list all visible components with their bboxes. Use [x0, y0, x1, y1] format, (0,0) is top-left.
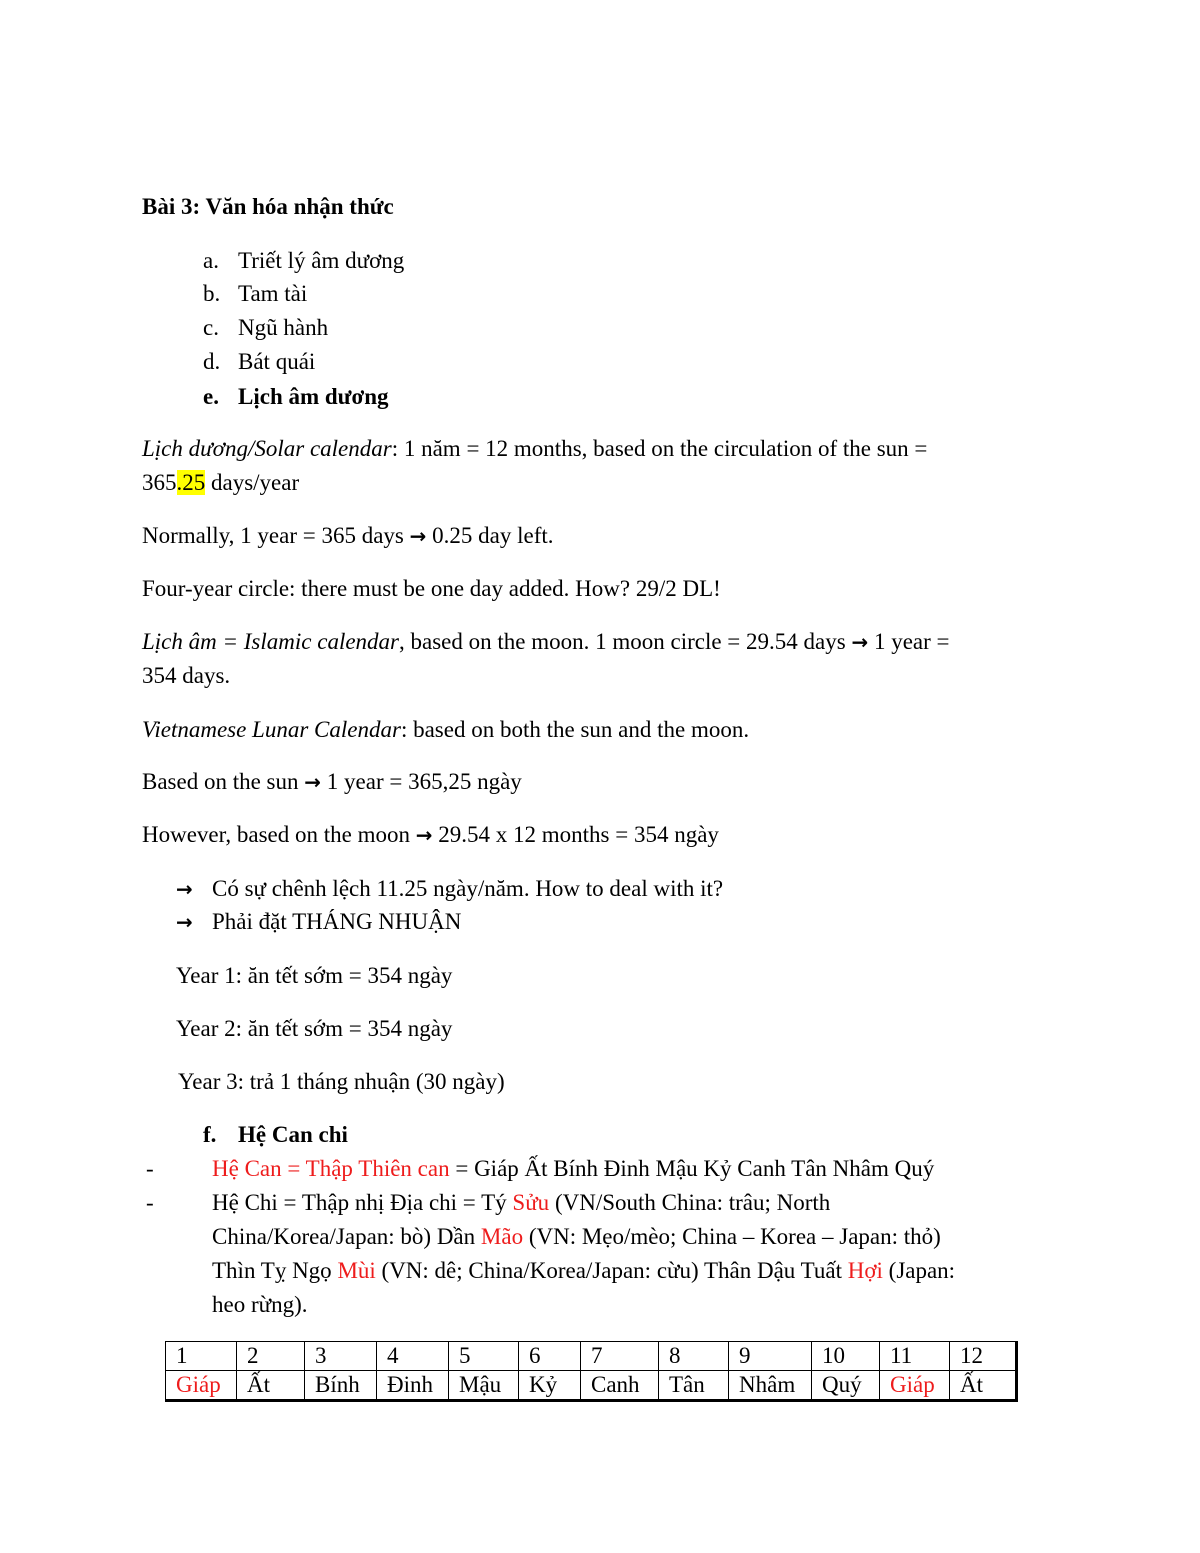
moon-text: However, based on the moon	[142, 822, 416, 847]
chi-text: (VN: dê; China/Korea/Japan: cừu) Thân Dậu Tuất	[375, 1258, 848, 1283]
solar-paragraph-line2	[142, 468, 299, 498]
normally-text-end: 0.25 day left.	[426, 523, 554, 548]
islamic-text: , based on the moon. 1 moon circle = 29.54 days	[399, 629, 852, 654]
table-cell: Đinh	[377, 1371, 449, 1401]
table-cell: Giáp	[880, 1371, 950, 1401]
table-cell: 8	[659, 1342, 729, 1371]
table-cell: Mậu	[449, 1371, 519, 1401]
list-item	[203, 246, 405, 276]
chi-text: (Japan:	[882, 1258, 956, 1283]
chi-text-line1	[212, 1188, 830, 1218]
chi-text: China/Korea/Japan: bò) Dần	[212, 1224, 481, 1249]
sun-paragraph	[142, 767, 522, 797]
vietnamese-paragraph	[142, 715, 749, 745]
four-year-paragraph: Four-year circle: there must be one day added. How? 29/2 DL!	[142, 576, 721, 601]
can-rest-text: = Giáp Ất Bính Đinh Mậu Kỷ Canh Tân Nhâm Quý	[449, 1156, 935, 1181]
list-item	[203, 382, 389, 412]
chi-red-text: Hợi	[847, 1258, 883, 1283]
dash-bullet-item	[146, 1154, 935, 1184]
table-cell: Nhâm	[729, 1371, 812, 1401]
chi-red-text: Mùi	[337, 1258, 376, 1283]
table-cell: 1	[166, 1342, 237, 1371]
table-cell: Tân	[659, 1371, 729, 1401]
table-cell: 7	[581, 1342, 659, 1371]
table-cell: 3	[305, 1342, 377, 1371]
table-cell: Ất	[950, 1371, 1017, 1401]
table-row-numbers	[166, 1342, 1017, 1371]
table-cell: Ất	[237, 1371, 305, 1401]
solar-text: : 1 năm = 12 months, based on the circulation of the sun =	[391, 436, 928, 461]
sun-text-end: 1 year = 365,25 ngày	[321, 769, 522, 794]
year-line: Year 2: ăn tết sớm = 354 ngày	[176, 1016, 453, 1041]
right-arrow-icon: →	[415, 823, 433, 847]
chi-text-line3	[212, 1256, 955, 1286]
table-cell: 10	[812, 1342, 880, 1371]
chi-text: (VN/South China: trâu; North	[549, 1190, 831, 1215]
moon-paragraph	[142, 820, 719, 850]
chi-red-text: Mão	[480, 1224, 524, 1249]
table-cell: Quý	[812, 1371, 880, 1401]
normally-text: Normally, 1 year = 365 days	[142, 523, 410, 548]
islamic-paragraph-line1	[142, 627, 950, 657]
can-red-text: Hệ Can = Thập Thiên can	[212, 1156, 450, 1181]
islamic-term: Lịch âm = Islamic calendar	[142, 629, 399, 654]
arrow-bullet-text: Có sự chênh lệch 11.25 ngày/năm. How to deal with it?	[212, 876, 724, 901]
dash-marker: -	[146, 1156, 154, 1181]
chi-text: Hệ Chi = Thập nhị Địa chi = Tý	[212, 1190, 513, 1215]
highlighted-decimal: .25	[176, 470, 206, 495]
can-text	[212, 1154, 934, 1184]
right-arrow-icon: →	[176, 877, 193, 901]
vietnamese-text: : based on both the sun and the moon.	[400, 717, 750, 742]
list-item-text: Lịch âm dương	[238, 384, 389, 409]
table-cell: 9	[729, 1342, 812, 1371]
arrow-bullet-item	[176, 874, 724, 904]
moon-text-end: 29.54 x 12 months = 354 ngày	[432, 822, 719, 847]
section-heading-text: Hệ Can chi	[238, 1122, 348, 1147]
table-cell: Bính	[305, 1371, 377, 1401]
table-cell: 12	[950, 1342, 1017, 1371]
section-heading	[203, 1120, 348, 1150]
right-arrow-icon: →	[851, 630, 869, 654]
page-title: Bài 3: Văn hóa nhận thức	[142, 194, 394, 219]
dash-marker: -	[146, 1190, 154, 1215]
table-cell: Kỷ	[519, 1371, 581, 1401]
list-item	[203, 279, 308, 309]
dash-bullet-item	[146, 1188, 831, 1218]
chi-text: Thìn Tỵ Ngọ	[212, 1258, 338, 1283]
table-cell: 2	[237, 1342, 305, 1371]
table-row-names	[166, 1371, 1017, 1401]
table-cell: 11	[880, 1342, 950, 1371]
vietnamese-term: Vietnamese Lunar Calendar	[142, 717, 401, 742]
list-marker: b.	[203, 281, 221, 306]
table-cell: 5	[449, 1342, 519, 1371]
table-cell: 4	[377, 1342, 449, 1371]
solar-paragraph-line1	[142, 434, 927, 464]
sun-text: Based on the sun	[142, 769, 305, 794]
chi-red-text: Sửu	[512, 1190, 550, 1215]
solar-unit: days/year	[205, 470, 300, 495]
table-cell: Canh	[581, 1371, 659, 1401]
list-item-text: Bát quái	[238, 349, 316, 374]
year-line: Year 3: trả 1 tháng nhuận (30 ngày)	[178, 1069, 505, 1094]
can-table	[165, 1341, 1018, 1402]
list-item-text: Tam tài	[238, 281, 308, 306]
normally-paragraph	[142, 521, 554, 551]
list-item-text: Triết lý âm dương	[238, 248, 405, 273]
list-marker: d.	[203, 349, 221, 374]
list-marker: a.	[203, 248, 219, 273]
chi-text-line2	[212, 1222, 941, 1252]
chi-text: (VN: Mẹo/mèo; China – Korea – Japan: thỏ)	[523, 1224, 941, 1249]
islamic-paragraph-line2: 354 days.	[142, 663, 231, 688]
solar-number: 365	[142, 470, 177, 495]
arrow-bullet-item	[176, 907, 462, 937]
list-marker: c.	[203, 315, 219, 340]
islamic-text-end: 1 year =	[868, 629, 950, 654]
table-cell: 6	[519, 1342, 581, 1371]
list-marker: e.	[203, 384, 219, 409]
list-item	[203, 313, 329, 343]
solar-term: Lịch dương/Solar calendar	[142, 436, 392, 461]
arrow-bullet-text: Phải đặt THÁNG NHUẬN	[212, 909, 462, 934]
right-arrow-icon: →	[409, 524, 427, 548]
year-line: Year 1: ăn tết sớm = 354 ngày	[176, 963, 453, 988]
table-cell: Giáp	[166, 1371, 237, 1401]
right-arrow-icon: →	[176, 910, 193, 934]
list-item	[203, 347, 316, 377]
chi-text-line4: heo rừng).	[212, 1292, 308, 1317]
right-arrow-icon: →	[304, 770, 322, 794]
list-item-text: Ngũ hành	[238, 315, 329, 340]
list-marker: f.	[203, 1122, 217, 1147]
